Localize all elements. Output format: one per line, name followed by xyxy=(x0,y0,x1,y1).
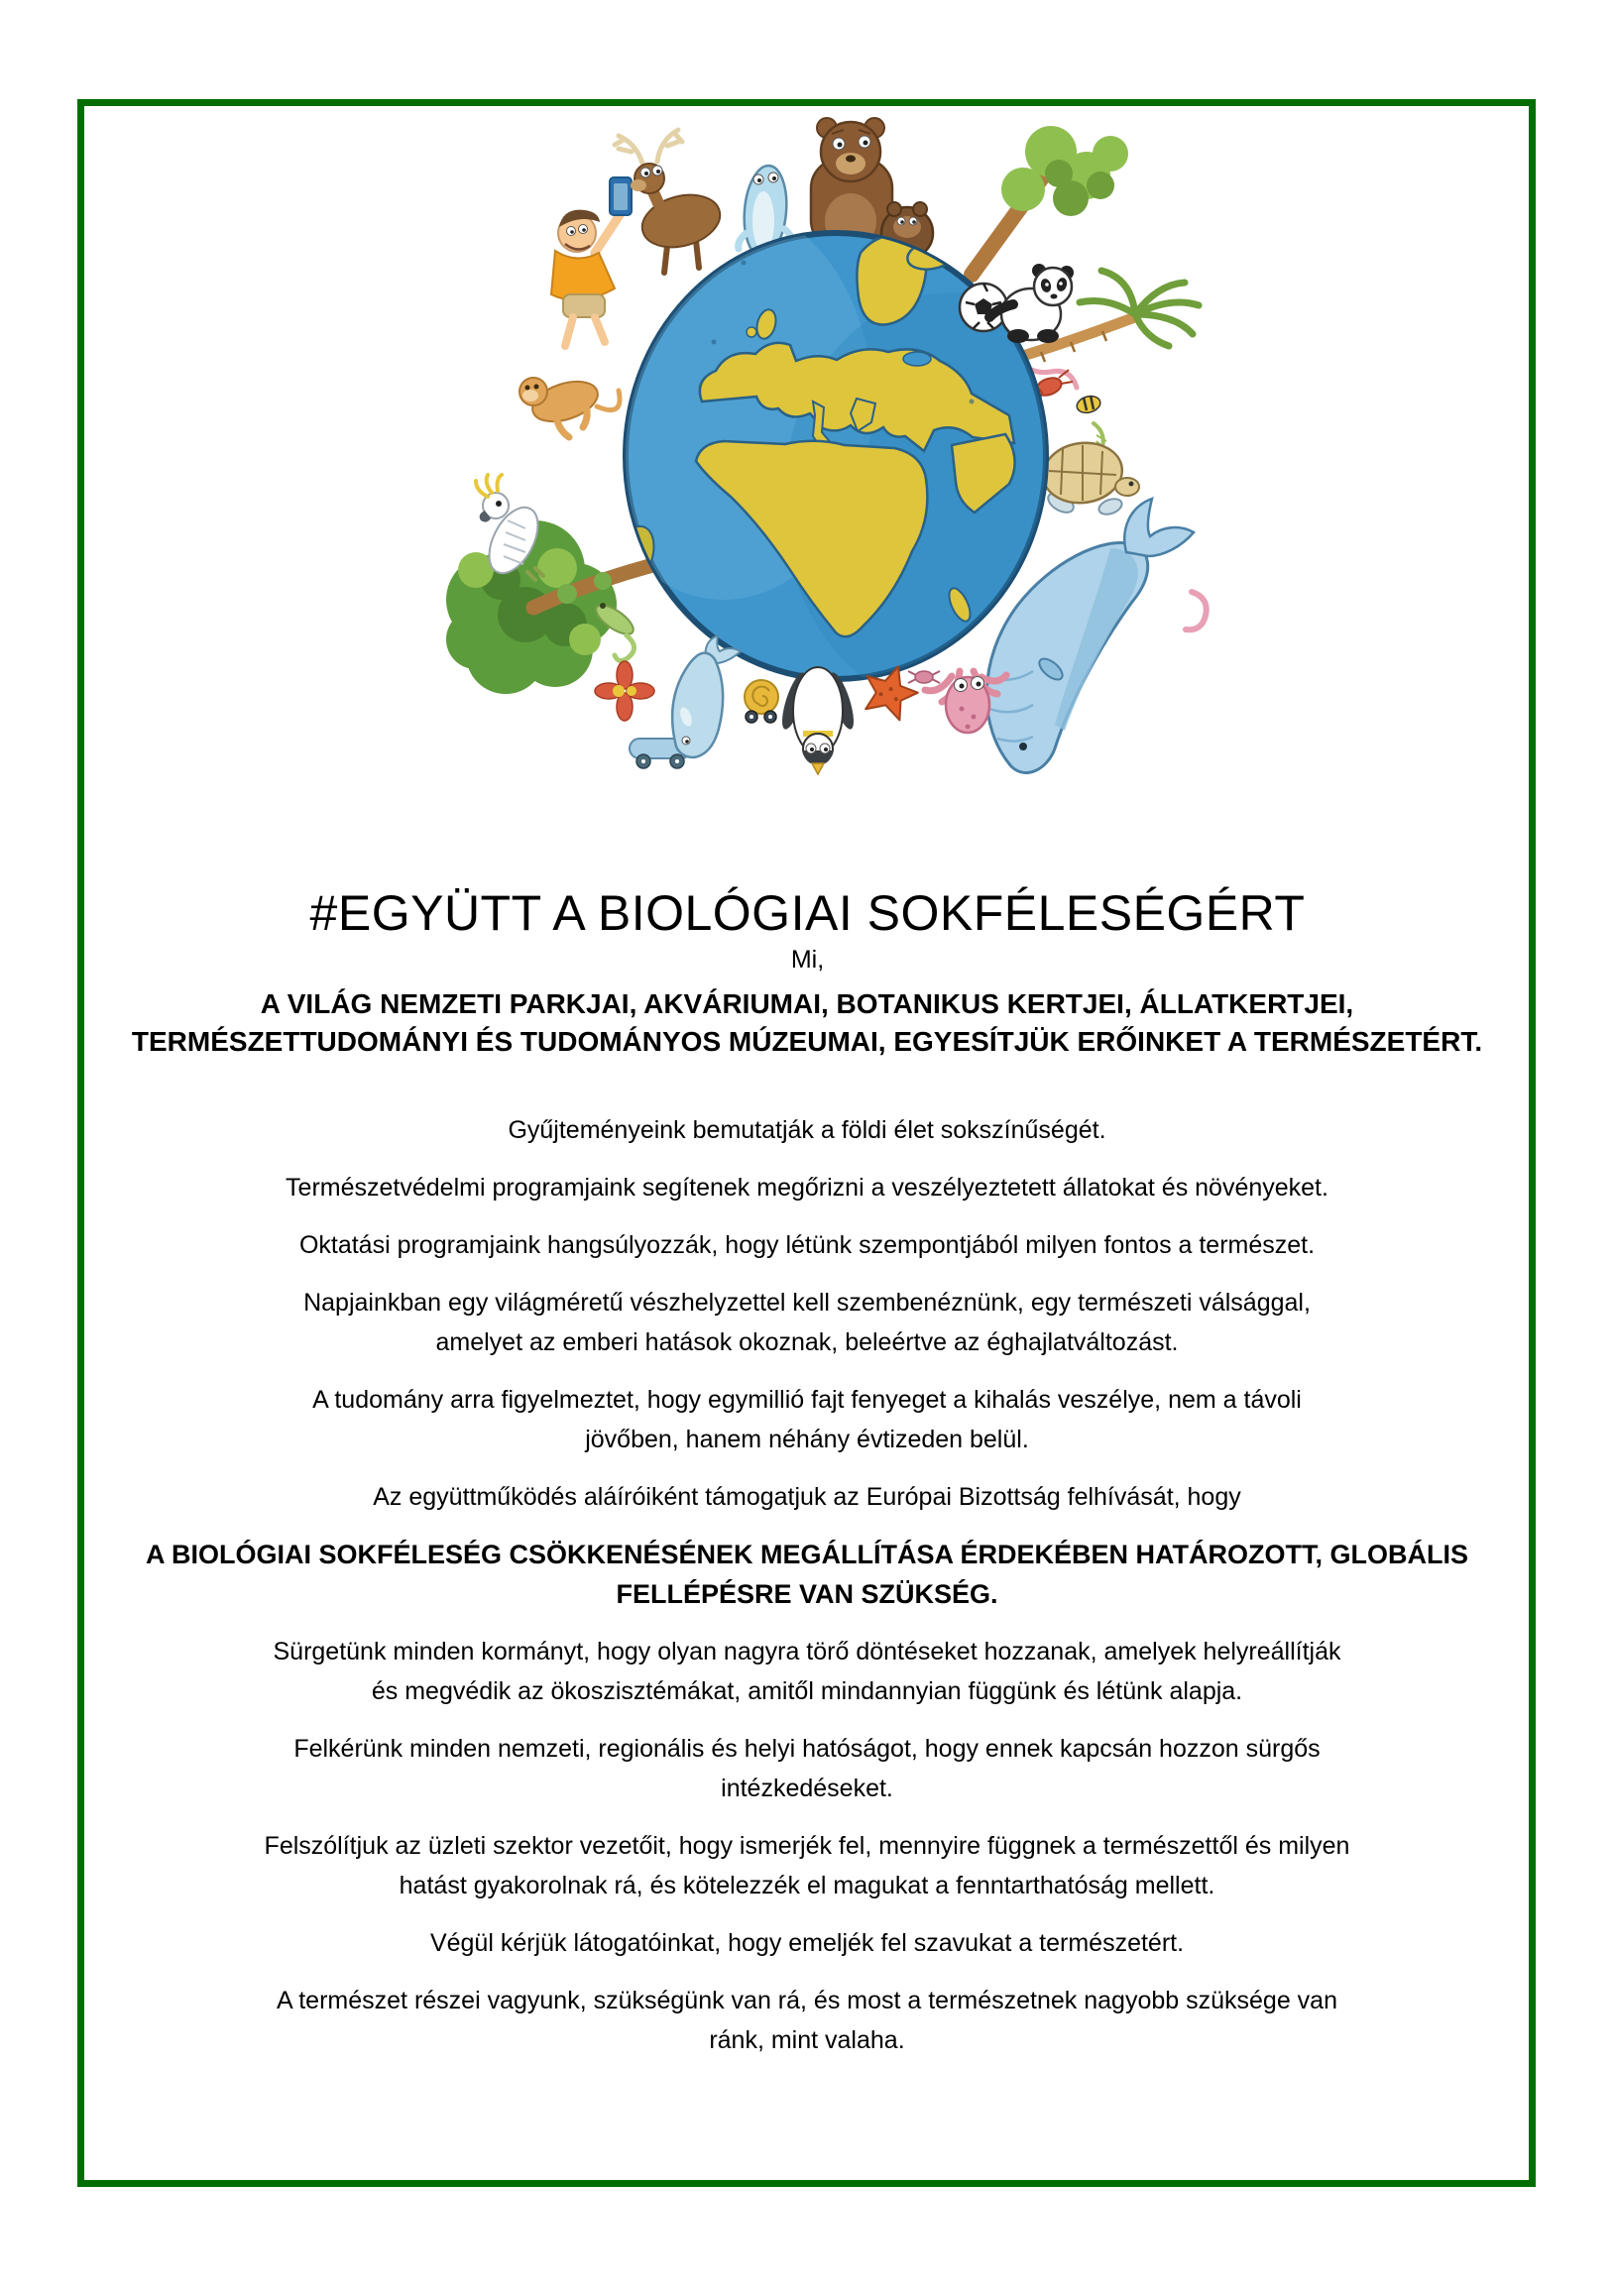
paragraph-line: Felkérünk minden nemzeti, regionális és helyi hatóságot, hogy ennek kapcsán hozzon sürgős xyxy=(293,1735,1321,1763)
crab-illustration xyxy=(908,671,940,683)
paragraph-line: FELLÉPÉSRE VAN SZÜKSÉG. xyxy=(616,1579,998,1609)
paragraph-line: és megvédik az ökoszisztémákat, amitől mindannyian függünk és létünk alapja. xyxy=(371,1677,1243,1705)
declaration xyxy=(113,985,1501,1061)
paragraph xyxy=(113,1283,1501,1362)
penguin-illustration xyxy=(777,667,859,774)
paragraph xyxy=(113,1981,1501,2060)
page-title: #EGYÜTT A BIOLÓGIAI SOKFÉLESÉGÉRT xyxy=(309,884,1306,941)
paragraph-line: intézkedéseket. xyxy=(721,1775,893,1802)
paragraph xyxy=(113,1110,1501,1150)
paragraph-line: A tudomány arra figyelmeztet, hogy egymillió fajt fenyeget a kihalás veszélye, nem a távoli xyxy=(312,1386,1302,1414)
paragraph-line: Napjainkban egy világméretű vészhelyzettel kell szembenéznünk, egy természeti válsággal, xyxy=(303,1289,1311,1317)
paragraph-line: Természetvédelmi programjaink segítenek megőrizni a veszélyeztetett állatokat és növényeket. xyxy=(286,1174,1328,1202)
paragraph-line: jövőben, hanem néhány évtizeden belül. xyxy=(585,1426,1029,1453)
selfie-man-illustration xyxy=(551,177,632,346)
paragraph-line: Felszólítjuk az üzleti szektor vezetőit, hogy ismerjék fel, mennyire függnek a természettől és milyen xyxy=(264,1832,1350,1860)
bee-illustration xyxy=(1075,385,1102,415)
header-illustration xyxy=(416,104,1229,813)
paragraph-line: hatást gyakorolnak rá, és kötelezzék el magukat a fenntarthatóság mellett. xyxy=(399,1872,1215,1899)
tree-illustration xyxy=(972,126,1128,275)
paragraph xyxy=(113,1729,1501,1808)
dolphin-illustration xyxy=(672,635,741,757)
paragraph xyxy=(113,1168,1501,1207)
shrimp-illustration xyxy=(1186,592,1207,630)
paragraph xyxy=(113,1826,1501,1905)
brown-bear-illustration xyxy=(811,118,892,250)
paragraph-line: amelyet az emberi hatások okoznak, beleértve az éghajlatváltozást. xyxy=(435,1328,1179,1356)
paragraph-line: ránk, mint valaha. xyxy=(709,2026,905,2054)
document-body xyxy=(113,1110,1501,2078)
sea-turtle-illustration xyxy=(1039,438,1139,517)
red-flower-illustration xyxy=(595,661,654,721)
paragraph xyxy=(113,1477,1501,1517)
snail-illustration xyxy=(745,680,778,723)
paragraph-line: Gyűjteményeink bemutatják a földi élet sokszínűségét. xyxy=(508,1116,1106,1144)
paragraph-line: Végül kérjük látogatóinkat, hogy emeljék fel szavukat a természetért. xyxy=(429,1929,1185,1957)
paragraph-line: Oktatási programjaink hangsúlyozzák, hogy létünk szempontjából milyen fontos a természet. xyxy=(298,1231,1316,1259)
paragraph xyxy=(113,1535,1501,1614)
paragraph-line: Sürgetünk minden kormányt, hogy olyan nagyra törő döntéseket hozzanak, amelyek helyreállítják xyxy=(273,1638,1341,1665)
paragraph xyxy=(113,1225,1501,1265)
declaration-line: A VILÁG NEMZETI PARKJAI, AKVÁRIUMAI, BOTANIKUS KERTJEI, ÁLLATKERTJEI, xyxy=(260,988,1354,1019)
declaration-line: TERMÉSZETTUDOMÁNYI ÉS TUDOMÁNYOS MÚZEUMAI, EGYESÍTJÜK ERŐINKET A TERMÉSZETÉRT. xyxy=(131,1026,1483,1057)
paragraph xyxy=(113,1923,1501,1963)
monkey-illustration xyxy=(519,374,620,437)
paragraph-line: Az együttműködés aláíróiként támogatjuk az Európai Bizottság felhívását, hogy xyxy=(373,1483,1241,1511)
biodiversity-globe-illustration xyxy=(416,104,1229,813)
paragraph xyxy=(113,1380,1501,1459)
salutation: Mi, xyxy=(790,946,825,974)
paragraph xyxy=(113,1632,1501,1711)
paragraph-line: A természet részei vagyunk, szükségünk van rá, és most a természetnek nagyobb szüksége van xyxy=(277,1987,1337,2014)
paragraph-line: A BIOLÓGIAI SOKFÉLESÉG CSÖKKENÉSÉNEK MEGÁLLÍTÁSA ÉRDEKÉBEN HATÁROZOTT, GLOBÁLIS xyxy=(145,1540,1469,1569)
